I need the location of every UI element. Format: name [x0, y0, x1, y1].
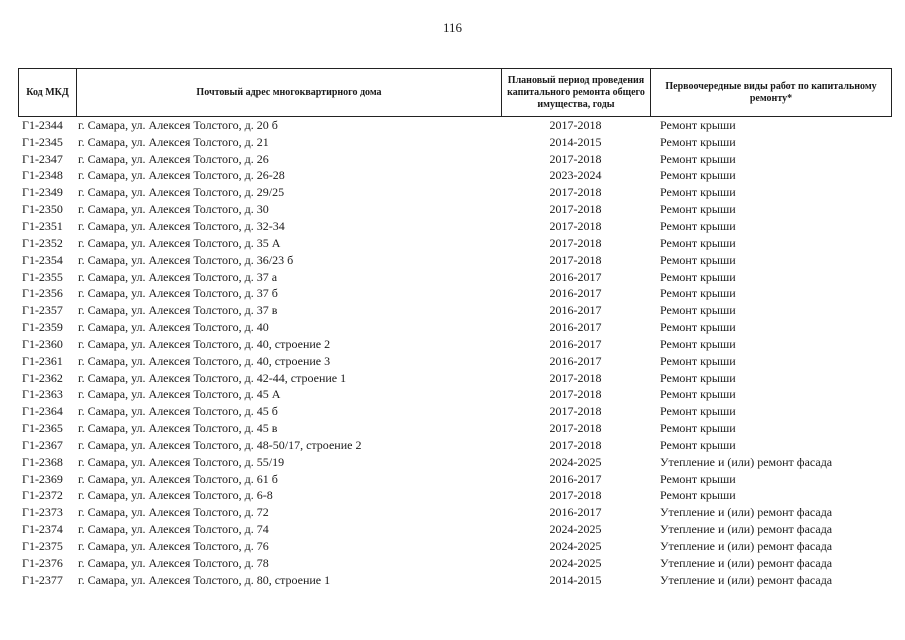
- cell-work: Ремонт крыши: [660, 286, 736, 301]
- cell-period: 2017-2018: [549, 252, 602, 267]
- cell-period: 2017-2018: [549, 437, 602, 452]
- cell-period: 2024-2025: [549, 454, 602, 469]
- cell-work: Утепление и (или) ремонт фасада: [660, 555, 833, 570]
- cell-period: 2017-2018: [549, 218, 602, 233]
- cell-code: Г1-2364: [22, 404, 63, 419]
- cell-period: 2024-2025: [549, 555, 602, 570]
- page-number: 116: [442, 20, 463, 35]
- table-row: [18, 336, 892, 353]
- cell-address: г. Самара, ул. Алексея Толстого, д. 37 а: [78, 269, 278, 284]
- cell-work: Ремонт крыши: [660, 252, 736, 267]
- header-works: Первоочередные виды работ по капитальному ремонту*: [665, 80, 877, 104]
- cell-code: Г1-2375: [22, 539, 63, 554]
- cell-period: 2016-2017: [549, 303, 602, 318]
- cell-address: г. Самара, ул. Алексея Толстого, д. 21: [78, 134, 269, 149]
- cell-code: Г1-2365: [22, 421, 63, 436]
- cell-period: 2017-2018: [549, 370, 602, 385]
- cell-code: Г1-2361: [22, 353, 63, 368]
- cell-period: 2017-2018: [549, 202, 602, 217]
- cell-work: Ремонт крыши: [660, 471, 736, 486]
- cell-work: Ремонт крыши: [660, 353, 736, 368]
- cell-address: г. Самара, ул. Алексея Толстого, д. 20 б: [78, 117, 278, 132]
- table-row: [18, 252, 892, 269]
- cell-code: Г1-2373: [22, 505, 63, 520]
- cell-period: 2016-2017: [549, 471, 602, 486]
- cell-work: Ремонт крыши: [660, 336, 736, 351]
- table-row: [18, 302, 892, 319]
- cell-code: Г1-2368: [22, 454, 63, 469]
- cell-address: г. Самара, ул. Алексея Толстого, д. 78: [78, 555, 269, 570]
- cell-work: Утепление и (или) ремонт фасада: [660, 572, 833, 587]
- cell-address: г. Самара, ул. Алексея Толстого, д. 29/25: [78, 185, 285, 200]
- cell-address: г. Самара, ул. Алексея Толстого, д. 40: [78, 320, 269, 335]
- cell-code: Г1-2372: [22, 488, 63, 503]
- cell-period: 2016-2017: [549, 286, 602, 301]
- cell-work: Ремонт крыши: [660, 437, 736, 452]
- cell-address: г. Самара, ул. Алексея Толстого, д. 6-8: [78, 488, 273, 503]
- cell-code: Г1-2360: [22, 336, 63, 351]
- table-row: [18, 521, 892, 538]
- cell-code: Г1-2377: [22, 572, 63, 587]
- table-row: [18, 168, 892, 185]
- cell-period: 2016-2017: [549, 320, 602, 335]
- cell-work: Ремонт крыши: [660, 202, 736, 217]
- cell-period: 2024-2025: [549, 539, 602, 554]
- cell-work: Ремонт крыши: [660, 320, 736, 335]
- cell-period: 2017-2018: [549, 404, 602, 419]
- cell-work: Ремонт крыши: [660, 134, 736, 149]
- cell-address: г. Самара, ул. Алексея Толстого, д. 37 б: [78, 286, 278, 301]
- table-row: [18, 538, 892, 555]
- cell-address: г. Самара, ул. Алексея Толстого, д. 48-50/17, строение 2: [78, 437, 362, 452]
- table-row: [18, 555, 892, 572]
- cell-work: Ремонт крыши: [660, 404, 736, 419]
- cell-work: Ремонт крыши: [660, 151, 736, 166]
- table-row: [18, 420, 892, 437]
- cell-period: 2016-2017: [549, 353, 602, 368]
- cell-work: Ремонт крыши: [660, 168, 736, 183]
- cell-code: Г1-2367: [22, 437, 63, 452]
- cell-address: г. Самара, ул. Алексея Толстого, д. 32-34: [78, 218, 285, 233]
- table-body: [18, 117, 892, 589]
- table-row: [18, 504, 892, 521]
- cell-work: Ремонт крыши: [660, 269, 736, 284]
- table-row: [18, 134, 892, 151]
- cell-code: Г1-2376: [22, 555, 63, 570]
- cell-period: 2023-2024: [549, 168, 602, 183]
- cell-address: г. Самара, ул. Алексея Толстого, д. 40, строение 3: [78, 353, 331, 368]
- cell-address: г. Самара, ул. Алексея Толстого, д. 45 б: [78, 404, 278, 419]
- cell-work: Ремонт крыши: [660, 303, 736, 318]
- cell-work: Ремонт крыши: [660, 117, 736, 132]
- table-row: [18, 269, 892, 286]
- cell-period: 2024-2025: [549, 522, 602, 537]
- table-row: [18, 488, 892, 505]
- cell-code: Г1-2359: [22, 320, 63, 335]
- table-row: [18, 403, 892, 420]
- cell-code: Г1-2362: [22, 370, 63, 385]
- cell-address: г. Самара, ул. Алексея Толстого, д. 72: [78, 505, 269, 520]
- cell-address: г. Самара, ул. Алексея Толстого, д. 36/23 б: [78, 252, 294, 267]
- cell-period: 2016-2017: [549, 505, 602, 520]
- cell-code: Г1-2350: [22, 202, 63, 217]
- cell-work: Ремонт крыши: [660, 235, 736, 250]
- cell-address: г. Самара, ул. Алексея Толстого, д. 35 А: [78, 235, 281, 250]
- cell-code: Г1-2355: [22, 269, 63, 284]
- cell-work: Ремонт крыши: [660, 488, 736, 503]
- cell-code: Г1-2347: [22, 151, 63, 166]
- cell-address: г. Самара, ул. Алексея Толстого, д. 45 А: [78, 387, 281, 402]
- header-period: Плановый период проведения капитального ремонта общего имущества, годы: [502, 69, 651, 116]
- cell-code: Г1-2345: [22, 134, 63, 149]
- table-row: [18, 437, 892, 454]
- cell-period: 2017-2018: [549, 488, 602, 503]
- cell-address: г. Самара, ул. Алексея Толстого, д. 55/19: [78, 454, 285, 469]
- cell-address: г. Самара, ул. Алексея Толстого, д. 42-44, строение 1: [78, 370, 347, 385]
- cell-code: Г1-2344: [22, 117, 63, 132]
- table-row: [18, 572, 892, 589]
- cell-code: Г1-2369: [22, 471, 63, 486]
- cell-address: г. Самара, ул. Алексея Толстого, д. 30: [78, 202, 269, 217]
- cell-code: Г1-2357: [22, 303, 63, 318]
- table-row: [18, 353, 892, 370]
- cell-period: 2016-2017: [549, 336, 602, 351]
- cell-work: Утепление и (или) ремонт фасада: [660, 454, 833, 469]
- table-row: [18, 117, 892, 134]
- table-row: [18, 201, 892, 218]
- cell-work: Ремонт крыши: [660, 370, 736, 385]
- table-row: [18, 387, 892, 404]
- cell-address: г. Самара, ул. Алексея Толстого, д. 61 б: [78, 471, 278, 486]
- cell-period: 2017-2018: [549, 235, 602, 250]
- cell-address: г. Самара, ул. Алексея Толстого, д. 26: [78, 151, 269, 166]
- table-row: [18, 151, 892, 168]
- cell-work: Утепление и (или) ремонт фасада: [660, 505, 833, 520]
- cell-code: Г1-2352: [22, 235, 63, 250]
- cell-address: г. Самара, ул. Алексея Толстого, д. 45 в: [78, 421, 278, 436]
- cell-address: г. Самара, ул. Алексея Толстого, д. 74: [78, 522, 269, 537]
- cell-work: Утепление и (или) ремонт фасада: [660, 539, 833, 554]
- table-row: [18, 319, 892, 336]
- cell-period: 2014-2015: [549, 134, 602, 149]
- cell-period: 2017-2018: [549, 387, 602, 402]
- cell-period: 2014-2015: [549, 572, 602, 587]
- table-row: [18, 235, 892, 252]
- header-code: Код МКД: [19, 69, 77, 116]
- cell-code: Г1-2348: [22, 168, 63, 183]
- cell-address: г. Самара, ул. Алексея Толстого, д. 26-28: [78, 168, 285, 183]
- cell-code: Г1-2349: [22, 185, 63, 200]
- table-row: [18, 285, 892, 302]
- cell-work: Ремонт крыши: [660, 387, 736, 402]
- cell-code: Г1-2363: [22, 387, 63, 402]
- cell-work: Ремонт крыши: [660, 218, 736, 233]
- cell-code: Г1-2356: [22, 286, 63, 301]
- cell-address: г. Самара, ул. Алексея Толстого, д. 40, строение 2: [78, 336, 331, 351]
- cell-period: 2016-2017: [549, 269, 602, 284]
- cell-period: 2017-2018: [549, 421, 602, 436]
- cell-period: 2017-2018: [549, 117, 602, 132]
- table-row: [18, 184, 892, 201]
- cell-work: Ремонт крыши: [660, 421, 736, 436]
- table-header: [18, 68, 892, 117]
- table-row: [18, 454, 892, 471]
- cell-period: 2017-2018: [549, 185, 602, 200]
- cell-code: Г1-2351: [22, 218, 63, 233]
- cell-code: Г1-2374: [22, 522, 63, 537]
- cell-period: 2017-2018: [549, 151, 602, 166]
- table-row: [18, 471, 892, 488]
- cell-code: Г1-2354: [22, 252, 63, 267]
- cell-address: г. Самара, ул. Алексея Толстого, д. 37 в: [78, 303, 278, 318]
- header-address: Почтовый адрес многоквартирного дома: [77, 69, 502, 116]
- table-row: [18, 370, 892, 387]
- cell-work: Ремонт крыши: [660, 185, 736, 200]
- cell-address: г. Самара, ул. Алексея Толстого, д. 76: [78, 539, 269, 554]
- cell-work: Утепление и (или) ремонт фасада: [660, 522, 833, 537]
- cell-address: г. Самара, ул. Алексея Толстого, д. 80, строение 1: [78, 572, 331, 587]
- table-row: [18, 218, 892, 235]
